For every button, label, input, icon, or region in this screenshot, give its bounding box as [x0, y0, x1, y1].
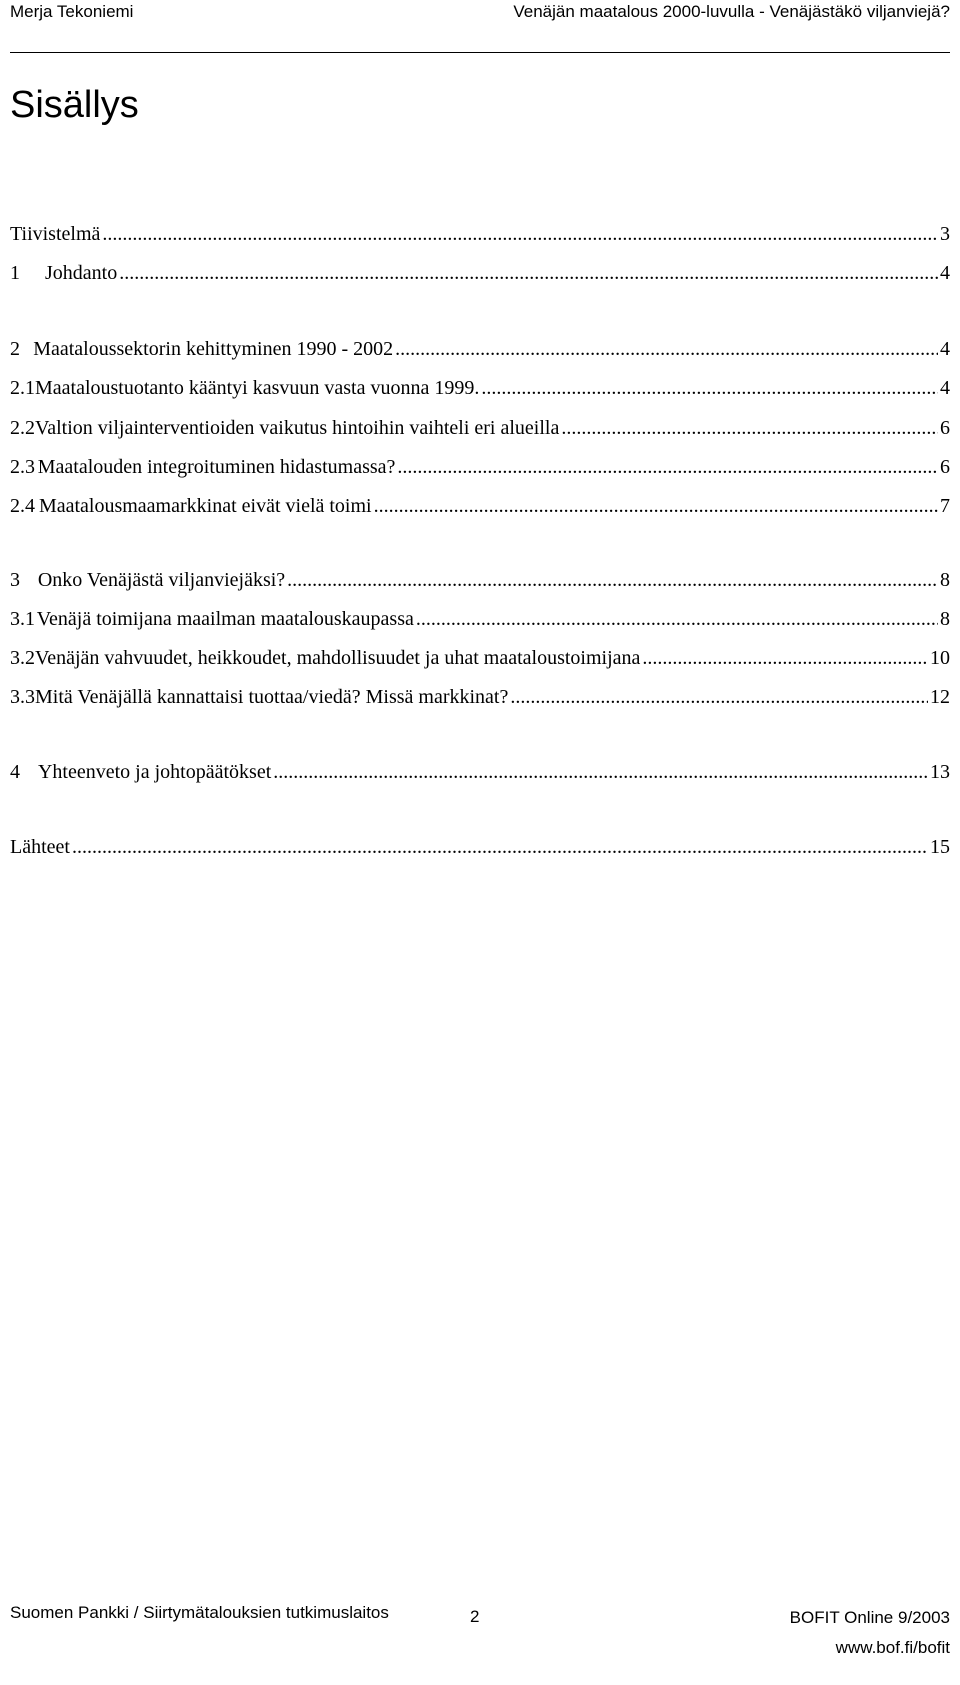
- header-author: Merja Tekoniemi: [10, 2, 134, 21]
- footer-url[interactable]: www.bof.fi/bofit: [835, 1638, 950, 1657]
- toc-leader-dots: [561, 414, 938, 442]
- toc-entry-tiivistelma[interactable]: [10, 220, 950, 248]
- toc-entry-label: Valtion viljainterventioiden vaikutus hintoihin vaihteli eri alueilla: [35, 417, 560, 439]
- toc-leader-dots: [416, 605, 938, 633]
- toc-entry-label: Lähteet: [10, 836, 70, 858]
- toc-entry-number: 3.3: [10, 686, 35, 708]
- toc-entry-page: 7: [940, 495, 950, 517]
- toc-entry-label: Mitä Venäjällä kannattaisi tuottaa/viedä? Missä markkinat?: [35, 686, 509, 708]
- toc-leader-dots: [397, 453, 938, 481]
- toc-leader-dots: [642, 644, 928, 672]
- toc-entry-page: 12: [930, 686, 950, 708]
- toc-entry-page: 6: [940, 417, 950, 439]
- toc-entry-page: 13: [930, 761, 950, 783]
- toc-entry-number: 2: [10, 338, 20, 360]
- toc-entry-page: 6: [940, 456, 950, 478]
- toc-entry-1[interactable]: [10, 259, 950, 287]
- toc-entry-number: 1: [10, 262, 20, 284]
- toc-entry-label: Venäjän vahvuudet, heikkoudet, mahdollisuudet ja uhat maataloustoimijana: [35, 647, 641, 669]
- toc-entry-page: 4: [940, 262, 950, 284]
- toc-leader-dots: [287, 566, 938, 594]
- toc-entry-number: 2.3: [10, 456, 35, 478]
- toc-entry-number: 3.2: [10, 647, 35, 669]
- toc-entry-2-1[interactable]: [10, 374, 950, 402]
- toc-leader-dots: [102, 220, 938, 248]
- toc-entry-label: Maatalouden integroituminen hidastumassa?: [37, 456, 396, 478]
- toc-entry-page: 15: [930, 836, 950, 858]
- toc-entry-number: 4: [10, 761, 20, 783]
- footer-series: BOFIT Online 9/2003: [789, 1608, 950, 1627]
- header-document-title: Venäjän maatalous 2000-luvulla - Venäjästäkö viljanviejä?: [513, 2, 950, 21]
- toc-entry-3-3[interactable]: [10, 683, 950, 711]
- toc-entry-number: 3: [10, 569, 20, 591]
- toc-entry-4[interactable]: [10, 758, 950, 786]
- toc-leader-dots: [374, 492, 938, 520]
- header-divider: [10, 52, 950, 53]
- toc-entry-page: 4: [940, 338, 950, 360]
- toc-leader-dots: [119, 259, 938, 287]
- toc-leader-dots: [481, 374, 938, 402]
- toc-entry-3-2[interactable]: [10, 644, 950, 672]
- footer-series-block: [790, 1603, 950, 1663]
- toc-entry-label: Yhteenveto ja johtopäätökset: [37, 761, 272, 783]
- toc-leader-dots: [72, 833, 928, 861]
- toc-entry-3-1[interactable]: [10, 605, 950, 633]
- toc-entry-page: 10: [930, 647, 950, 669]
- toc-entry-2-4[interactable]: [10, 492, 950, 520]
- page-title: Sisällys: [10, 84, 139, 126]
- toc-leader-dots: [395, 335, 938, 363]
- toc-entry-page: 8: [940, 569, 950, 591]
- toc-entry-label: Onko Venäjästä viljanviejäksi?: [37, 569, 286, 591]
- toc-entry-3[interactable]: [10, 566, 950, 594]
- toc-entry-label: Maataloussektorin kehittyminen 1990 - 2002: [33, 338, 394, 360]
- toc-entry-label: Tiivistelmä: [10, 223, 101, 245]
- toc-leader-dots: [510, 683, 928, 711]
- toc-entry-2[interactable]: [10, 335, 950, 363]
- toc-entry-label: Maataloustuotanto kääntyi kasvuun vasta vuonna 1999.: [35, 377, 480, 399]
- toc-entry-2-3[interactable]: [10, 453, 950, 481]
- toc-entry-label: Johdanto: [44, 262, 118, 284]
- toc-entry-page: 3: [940, 223, 950, 245]
- toc-entry-number: 2.4: [10, 495, 35, 517]
- toc-entry-number: 2.1: [10, 377, 35, 399]
- toc-entry-page: 4: [940, 377, 950, 399]
- toc-entry-number: 3.1: [10, 608, 35, 630]
- toc-entry-number: 2.2: [10, 417, 35, 439]
- footer-institution: Suomen Pankki / Siirtymätalouksien tutkimuslaitos: [10, 1603, 389, 1622]
- page-header: [10, 0, 950, 30]
- toc-entry-lahteet[interactable]: [10, 833, 950, 861]
- toc-leader-dots: [273, 758, 928, 786]
- footer-page-number: 2: [470, 1607, 480, 1626]
- toc-entry-2-2[interactable]: [10, 414, 950, 442]
- toc-entry-label: Venäjä toimijana maailman maatalouskaupassa: [36, 608, 414, 630]
- toc-entry-page: 8: [940, 608, 950, 630]
- toc-entry-label: Maatalousmaamarkkinat eivät vielä toimi: [38, 495, 372, 517]
